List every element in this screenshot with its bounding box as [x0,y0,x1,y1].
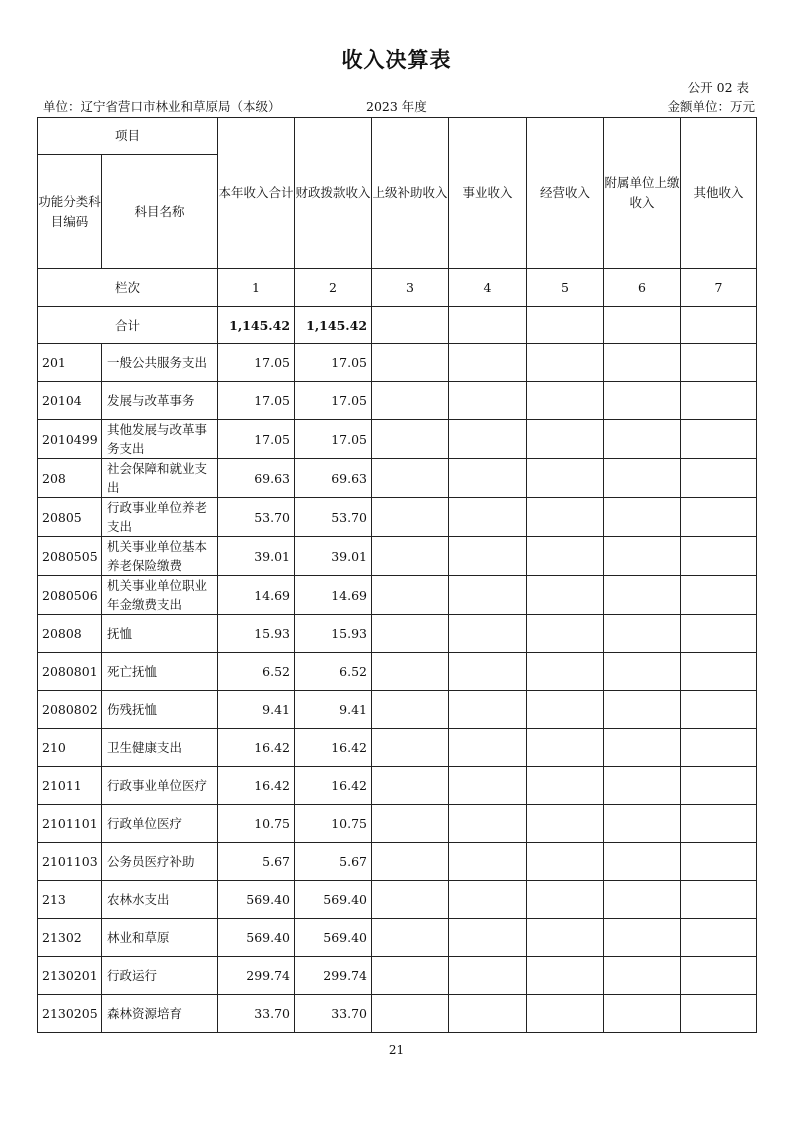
reporting-unit: 单位：辽宁省营口市林业和草原局（本级） [43,99,281,114]
index-cell: 3 [372,269,449,307]
empty-cell [372,344,449,382]
row-name: 其他发展与改革事务支出 [102,420,218,459]
row-code: 2101101 [38,805,102,843]
empty-cell [372,498,449,537]
empty-cell [604,691,681,729]
index-cell: 7 [681,269,757,307]
row-total-income: 9.41 [218,691,295,729]
header-fiscal-appropriation: 财政拨款收入 [295,118,372,269]
row-code: 2080801 [38,653,102,691]
empty-cell [527,498,604,537]
empty-cell [604,767,681,805]
form-code: 公开 02 表 [687,80,749,95]
empty-cell [372,843,449,881]
empty-cell [604,344,681,382]
empty-cell [604,307,681,344]
empty-cell [372,805,449,843]
empty-cell [372,307,449,344]
empty-cell [681,307,757,344]
empty-cell [681,957,757,995]
empty-cell [372,382,449,420]
empty-cell [681,420,757,459]
empty-cell [372,420,449,459]
empty-cell [604,843,681,881]
table-row [38,615,757,653]
empty-cell [527,919,604,957]
row-total-income: 69.63 [218,459,295,498]
row-code: 2080505 [38,537,102,576]
row-total-income: 17.05 [218,420,295,459]
empty-cell [449,498,527,537]
empty-cell [449,615,527,653]
empty-cell [372,957,449,995]
page-number: 21 [388,1043,405,1057]
amount-unit: 金额单位：万元 [667,99,755,114]
empty-cell [604,382,681,420]
row-name: 行政事业单位医疗 [102,767,218,805]
row-code: 2130201 [38,957,102,995]
row-code: 20805 [38,498,102,537]
table-row [38,653,757,691]
empty-cell [527,691,604,729]
empty-cell [372,615,449,653]
row-fiscal-appropriation: 69.63 [295,459,372,498]
row-name: 卫生健康支出 [102,729,218,767]
total-income-value: 1,145.42 [218,307,295,344]
row-fiscal-appropriation: 6.52 [295,653,372,691]
table-row [38,729,757,767]
empty-cell [681,843,757,881]
empty-cell [604,919,681,957]
row-total-income: 10.75 [218,805,295,843]
empty-cell [681,881,757,919]
empty-cell [372,881,449,919]
row-name: 抚恤 [102,615,218,653]
empty-cell [527,615,604,653]
empty-cell [604,881,681,919]
table-row [38,805,757,843]
row-fiscal-appropriation: 14.69 [295,576,372,615]
row-total-income: 569.40 [218,919,295,957]
index-cell: 1 [218,269,295,307]
empty-cell [681,691,757,729]
empty-cell [449,420,527,459]
empty-cell [604,498,681,537]
row-name: 林业和草原 [102,919,218,957]
empty-cell [372,691,449,729]
empty-cell [372,767,449,805]
empty-cell [527,805,604,843]
index-cell: 4 [449,269,527,307]
empty-cell [527,843,604,881]
index-label: 栏次 [38,269,218,307]
header-total-income: 本年收入合计 [218,118,295,269]
table-row [38,576,757,615]
row-fiscal-appropriation: 569.40 [295,919,372,957]
row-name: 行政单位医疗 [102,805,218,843]
row-total-income: 14.69 [218,576,295,615]
empty-cell [449,919,527,957]
empty-cell [604,957,681,995]
row-name: 机关事业单位基本养老保险缴费 [102,537,218,576]
row-code: 2130205 [38,995,102,1033]
row-code: 2010499 [38,420,102,459]
empty-cell [527,420,604,459]
row-total-income: 16.42 [218,767,295,805]
table-row [38,919,757,957]
empty-cell [681,729,757,767]
empty-cell [604,420,681,459]
row-code: 201 [38,344,102,382]
row-fiscal-appropriation: 17.05 [295,420,372,459]
total-fiscal-value: 1,145.42 [295,307,372,344]
row-code: 2080506 [38,576,102,615]
row-total-income: 5.67 [218,843,295,881]
empty-cell [372,653,449,691]
header-project: 项目 [38,118,218,155]
empty-cell [527,344,604,382]
empty-cell [449,307,527,344]
income-table [37,117,757,1033]
table-row [38,344,757,382]
index-cell: 6 [604,269,681,307]
header-affiliated-unit-income: 附属单位上缴收入 [604,118,681,269]
empty-cell [604,459,681,498]
total-label: 合计 [38,307,218,344]
table-row [38,881,757,919]
table-row [38,459,757,498]
empty-cell [604,653,681,691]
empty-cell [372,576,449,615]
row-fiscal-appropriation: 17.05 [295,344,372,382]
empty-cell [527,881,604,919]
empty-cell [449,653,527,691]
empty-cell [527,537,604,576]
empty-cell [449,881,527,919]
fiscal-year: 2023 年度 [366,99,427,114]
empty-cell [449,382,527,420]
row-fiscal-appropriation: 16.42 [295,767,372,805]
empty-cell [681,537,757,576]
row-fiscal-appropriation: 569.40 [295,881,372,919]
row-name: 机关事业单位职业年金缴费支出 [102,576,218,615]
empty-cell [681,767,757,805]
table-row [38,382,757,420]
row-name: 森林资源培育 [102,995,218,1033]
row-code: 2101103 [38,843,102,881]
row-fiscal-appropriation: 53.70 [295,498,372,537]
empty-cell [604,615,681,653]
empty-cell [527,307,604,344]
row-code: 2080802 [38,691,102,729]
row-code: 21302 [38,919,102,957]
empty-cell [527,653,604,691]
index-cell: 5 [527,269,604,307]
table-row [38,767,757,805]
empty-cell [449,691,527,729]
row-fiscal-appropriation: 15.93 [295,615,372,653]
row-total-income: 15.93 [218,615,295,653]
row-name: 农林水支出 [102,881,218,919]
row-name: 公务员医疗补助 [102,843,218,881]
empty-cell [604,729,681,767]
row-code: 213 [38,881,102,919]
total-row [38,307,757,344]
empty-cell [527,576,604,615]
row-name: 社会保障和就业支出 [102,459,218,498]
empty-cell [681,576,757,615]
row-total-income: 39.01 [218,537,295,576]
row-code: 20808 [38,615,102,653]
empty-cell [372,995,449,1033]
row-total-income: 6.52 [218,653,295,691]
table-row [38,691,757,729]
row-fiscal-appropriation: 33.70 [295,995,372,1033]
empty-cell [681,459,757,498]
empty-cell [449,767,527,805]
row-total-income: 53.70 [218,498,295,537]
empty-cell [681,995,757,1033]
row-fiscal-appropriation: 10.75 [295,805,372,843]
row-code: 208 [38,459,102,498]
empty-cell [527,957,604,995]
row-name: 发展与改革事务 [102,382,218,420]
empty-cell [681,919,757,957]
row-fiscal-appropriation: 17.05 [295,382,372,420]
empty-cell [449,729,527,767]
row-name: 一般公共服务支出 [102,344,218,382]
empty-cell [604,995,681,1033]
header-row-top [38,118,757,155]
empty-cell [527,459,604,498]
empty-cell [449,537,527,576]
empty-cell [449,995,527,1033]
empty-cell [372,729,449,767]
table-row [38,957,757,995]
header-function-code: 功能分类科目编码 [38,155,102,269]
row-total-income: 17.05 [218,344,295,382]
row-fiscal-appropriation: 5.67 [295,843,372,881]
empty-cell [372,537,449,576]
empty-cell [449,344,527,382]
empty-cell [449,459,527,498]
row-name: 行政事业单位养老支出 [102,498,218,537]
empty-cell [527,767,604,805]
row-total-income: 17.05 [218,382,295,420]
table-row [38,498,757,537]
empty-cell [449,576,527,615]
index-row [38,269,757,307]
row-code: 20104 [38,382,102,420]
empty-cell [449,843,527,881]
header-superior-subsidy: 上级补助收入 [372,118,449,269]
row-total-income: 33.70 [218,995,295,1033]
header-operating-income: 经营收入 [527,118,604,269]
header-business-income: 事业收入 [449,118,527,269]
table-row [38,420,757,459]
empty-cell [372,919,449,957]
row-code: 210 [38,729,102,767]
row-fiscal-appropriation: 299.74 [295,957,372,995]
empty-cell [372,459,449,498]
row-name: 伤残抚恤 [102,691,218,729]
empty-cell [604,576,681,615]
row-fiscal-appropriation: 9.41 [295,691,372,729]
empty-cell [604,537,681,576]
index-cell: 2 [295,269,372,307]
empty-cell [681,653,757,691]
empty-cell [527,729,604,767]
row-total-income: 16.42 [218,729,295,767]
empty-cell [449,805,527,843]
table-row [38,995,757,1033]
header-subject-name: 科目名称 [102,155,218,269]
empty-cell [681,344,757,382]
empty-cell [527,995,604,1033]
row-name: 行政运行 [102,957,218,995]
empty-cell [527,382,604,420]
unit-line [39,97,755,115]
empty-cell [681,805,757,843]
table-row [38,537,757,576]
row-total-income: 299.74 [218,957,295,995]
row-total-income: 569.40 [218,881,295,919]
empty-cell [681,498,757,537]
row-fiscal-appropriation: 39.01 [295,537,372,576]
row-name: 死亡抚恤 [102,653,218,691]
header-other-income: 其他收入 [681,118,757,269]
row-fiscal-appropriation: 16.42 [295,729,372,767]
empty-cell [449,957,527,995]
page-title: 收入决算表 [341,47,452,72]
row-code: 21011 [38,767,102,805]
empty-cell [681,615,757,653]
empty-cell [681,382,757,420]
table-row [38,843,757,881]
empty-cell [604,805,681,843]
